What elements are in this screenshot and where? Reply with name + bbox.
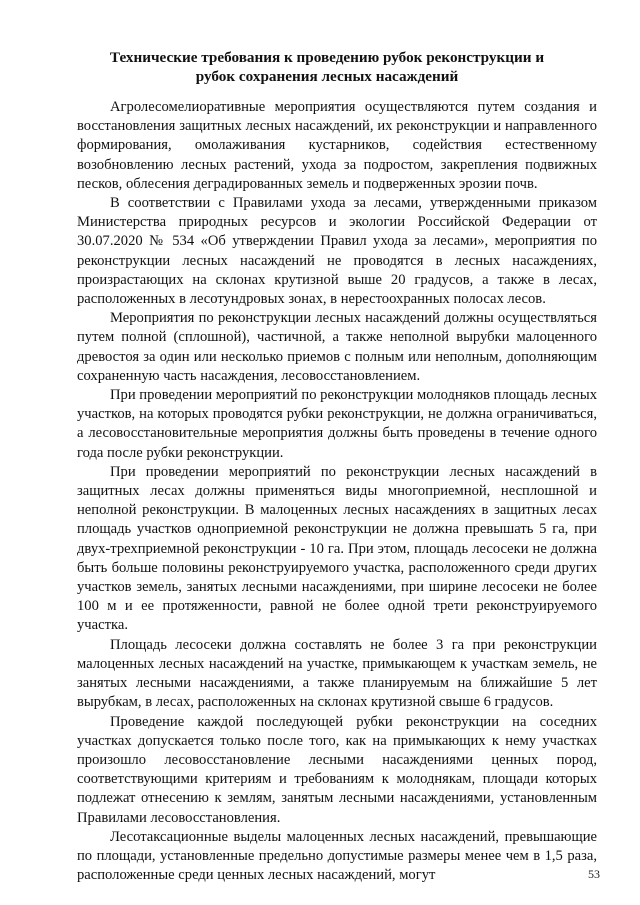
document-title: Технические требования к проведению рубок реконструкции и рубок сохранения лесных насаждений	[109, 49, 545, 85]
paragraph-agroforestry: Агролесомелиоративные мероприятия осуществляются путем создания и восстановления защитных лесных насаждений, их реконструкции и направленного формирования, омолаживания кустарников, содействия естественному возобновлению лесных растений, ухода за подростом, закрепления подвижных песков, облесения деградированных земель и подверженных эрозии почв.	[77, 99, 597, 192]
paragraph-cutting-area-limit: Площадь лесосеки должна составлять не более 3 га при реконструкции малоценных лесных насаждений на участке, примыкающем к участкам земель, не занятых лесными насаждениями, а также планируемым на ближайшие 5 лет вырубкам, в лесах, расположенных на склонах крутизной свыше 6 градусов.	[77, 636, 597, 711]
paragraph-young-stands: При проведении мероприятий по реконструкции молодняков площадь лесных участков, на которых проводятся рубки реконструкции, не должна ограничиваться, а лесовосстановительные мероприятия должны быть проведены в течение одного года после рубки реконструкции.	[77, 387, 597, 461]
paragraph-rules-reference: В соответствии с Правилами ухода за лесами, утвержденными приказом Министерства природных ресурсов и экологии Российской Федерации от 30.07.2020 № 534 «Об утверждении Правил ухода за лесами», мероприятия по реконструкции лесных насаждений не проводятся в лесных насаждениях, произрастающих на склонах крутизной выше 20 градусов, а также в лесах, расположенных в лесотундровых зонах, в нерестоохранных полосах лесов.	[77, 195, 597, 308]
paragraph-subsequent-cuttings: Проведение каждой последующей рубки реконструкции на соседних участках допускается только после того, как на примыкающих к нему участках произошло лесовосстановление лесными насаждениями ценных пород, соответствующими критериям и требованиям к молоднякам, площади которых подлежат отнесению к землям, занятым лесными насаждениями, установленным Правилами лесовосстановления.	[77, 713, 597, 826]
paragraph-reconstruction-methods: Мероприятия по реконструкции лесных насаждений должны осуществляться путем полной (сплошной), частичной, а также неполной вырубки малоценного древостоя за один или несколько приемов с полным или неполным, дополняющим сохраненную часть насаждения, лесовосстановлением.	[77, 310, 597, 384]
paragraph-taxation-units: Лесотаксационные выделы малоценных лесных насаждений, превышающие по площади, установленные предельно допустимые размеры менее чем в 1,5 раза, расположенные среди ценных лесных насаждений, могут	[77, 828, 597, 884]
page-number: 53	[588, 867, 600, 881]
paragraph-protective-forests: При проведении мероприятий по реконструкции лесных насаждений в защитных лесах должны применяться виды многоприемной, несплошной и неполной реконструкции. В малоценных лесных насаждениях в защитных лесах площадь участков одноприемной реконструкции не должна превышать 5 га, при двух-трехприемной реконструкции - 10 га. При этом, площадь лесосеки не должна быть больше половины реконструируемого участка, расположенного среди других участков земель, занятых лесными насаждениями, при ширине лесосеки не более 100 м и ее протяженности, равной не более одной трети реконструируемого участка.	[77, 463, 597, 634]
document-body	[77, 98, 597, 885]
